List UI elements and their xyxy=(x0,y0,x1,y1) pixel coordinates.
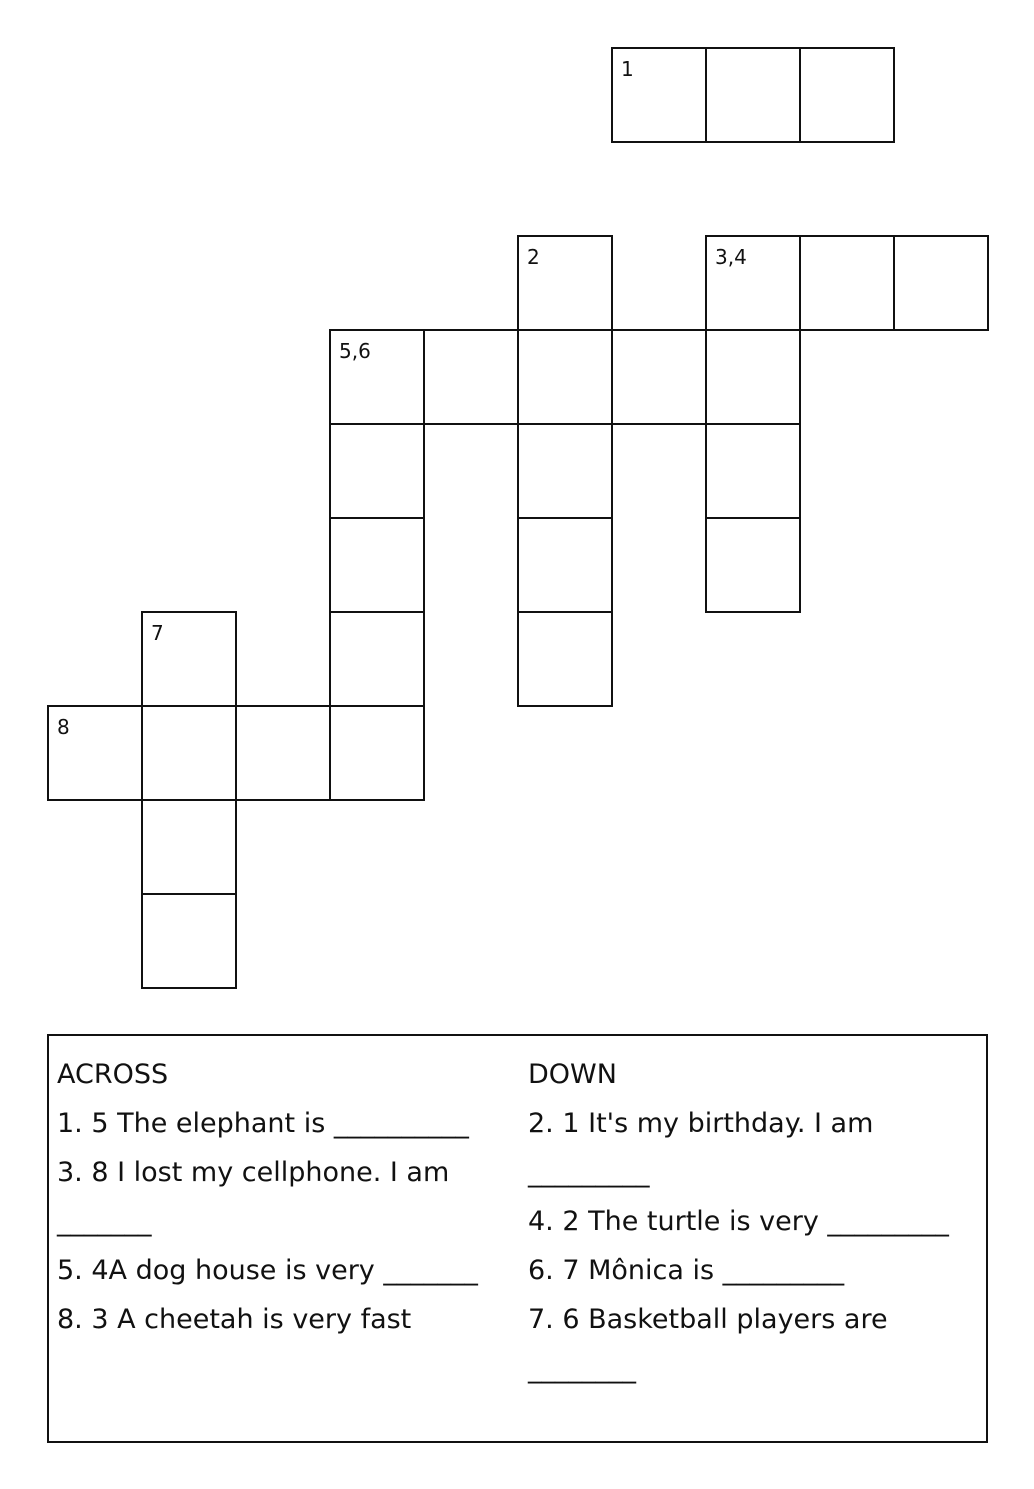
down-clue: 7. 6 Basketball players are xyxy=(528,1304,888,1335)
across-clue: _______ xyxy=(57,1206,152,1237)
crossword-cell[interactable] xyxy=(141,611,237,707)
down-clue: ________ xyxy=(528,1353,636,1384)
crossword-cell[interactable] xyxy=(329,329,425,425)
down-clue: 6. 7 Mônica is _________ xyxy=(528,1255,845,1286)
crossword-cell[interactable] xyxy=(329,423,425,519)
crossword-cell[interactable] xyxy=(705,423,801,519)
clue-number: 5,6 xyxy=(339,339,371,363)
clue-number: 1 xyxy=(621,57,634,81)
across-clue: 1. 5 The elephant is __________ xyxy=(57,1108,469,1139)
down-clue: 4. 2 The turtle is very _________ xyxy=(528,1206,949,1237)
crossword-cell[interactable] xyxy=(517,517,613,613)
clue-number: 7 xyxy=(151,621,164,645)
clues-box xyxy=(47,1034,988,1443)
crossword-cell[interactable] xyxy=(799,47,895,143)
crossword-cell[interactable] xyxy=(141,799,237,895)
down-clue: _________ xyxy=(528,1157,650,1188)
across-clue: 8. 3 A cheetah is very fast xyxy=(57,1304,412,1335)
crossword-cell[interactable] xyxy=(517,235,613,331)
crossword-cell[interactable] xyxy=(517,611,613,707)
crossword-cell[interactable] xyxy=(47,705,143,801)
crossword-cell[interactable] xyxy=(329,611,425,707)
across-title: ACROSS xyxy=(57,1059,169,1090)
crossword-cell[interactable] xyxy=(705,47,801,143)
across-clue: 3. 8 I lost my cellphone. I am xyxy=(57,1157,450,1188)
down-title: DOWN xyxy=(528,1059,617,1090)
crossword-cell[interactable] xyxy=(141,893,237,989)
crossword-cell[interactable] xyxy=(423,329,519,425)
crossword-cell[interactable] xyxy=(329,517,425,613)
crossword-cell[interactable] xyxy=(893,235,989,331)
crossword-cell[interactable] xyxy=(705,517,801,613)
crossword-cell[interactable] xyxy=(705,235,801,331)
crossword-cell[interactable] xyxy=(611,47,707,143)
across-clue: 5. 4A dog house is very _______ xyxy=(57,1255,478,1286)
down-clue: 2. 1 It's my birthday. I am xyxy=(528,1108,874,1139)
clue-number: 2 xyxy=(527,245,540,269)
crossword-cell[interactable] xyxy=(517,329,613,425)
clue-number: 8 xyxy=(57,715,70,739)
crossword-cell[interactable] xyxy=(705,329,801,425)
crossword-cell[interactable] xyxy=(235,705,331,801)
clue-number: 3,4 xyxy=(715,245,747,269)
across-clues xyxy=(57,1050,497,1344)
crossword-cell[interactable] xyxy=(517,423,613,519)
crossword-cell[interactable] xyxy=(141,705,237,801)
down-clues xyxy=(528,1050,978,1393)
crossword-cell[interactable] xyxy=(611,329,707,425)
crossword-cell[interactable] xyxy=(329,705,425,801)
crossword-cell[interactable] xyxy=(799,235,895,331)
